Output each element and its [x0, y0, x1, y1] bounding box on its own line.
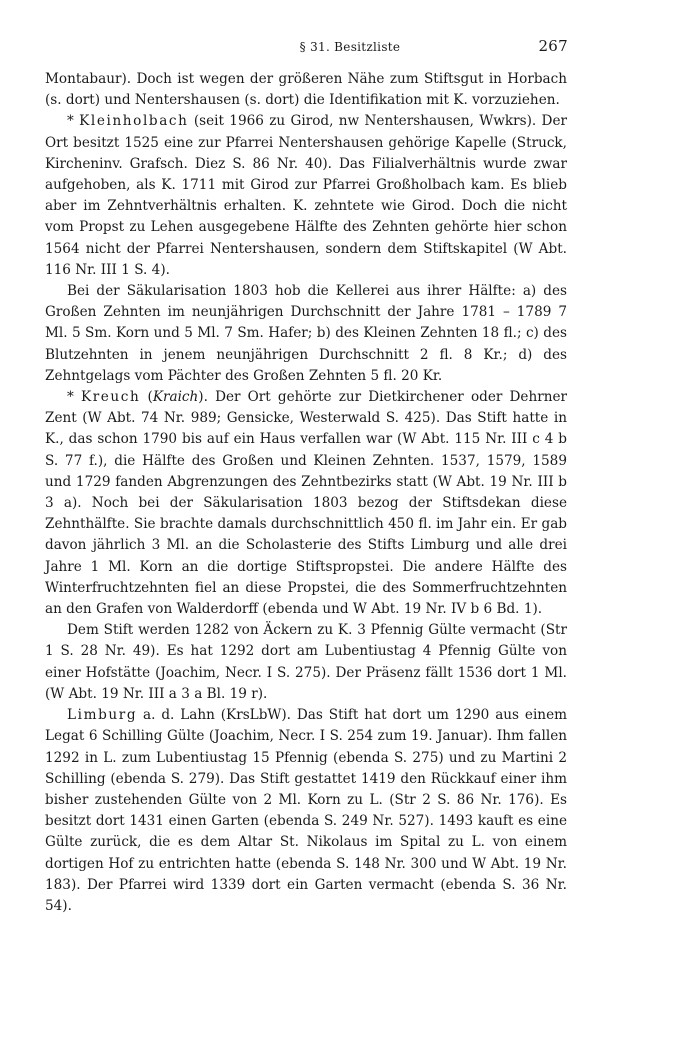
paragraph-text: (seit 1966 zu Girod, nw Nentershausen, Wwkrs). Der Ort besitzt 1525 eine zur Pfarrei Nentershausen gehörige Kapelle (Struck, Kircheninv. Grafsch. Diez S. 86 Nr. 40). Das Filialverhältnis wurde zwar aufgehoben, als K. 1711 mit Girod zur Pfarrei Großholbach kam. Es blieb aber im Zehntverhältnis erhalten. K. zehntete wie Girod. Doch die nicht vom Propst zu Lehen ausgegebene Hälfte des Zehnten gehörte hier schon 1564 nicht der Pfarrei Nentershausen, sondern dem Stiftskapitel (W Abt. 116 Nr. III 1 S. 4). — [45, 113, 567, 278]
paragraph-text: Dem Stift werden 1282 von Äckern zu K. 3 Pfennig Gülte vermacht (Str 1 S. 28 Nr. 49). Es hat 1292 dort am Lubentiustag 4 Pfennig Gülte von einer Hofstätte (Joachim, Necr. I S. 275). Der Präsenz fällt 1536 dort 1 Ml. (W Abt. 19 Nr. III a 3 a Bl. 19 r). — [45, 622, 567, 702]
paragraph — [45, 705, 567, 917]
paragraph — [45, 111, 567, 281]
paragraph-text: a. d. Lahn (KrsLbW). Das Stift hat dort um 1290 aus einem Legat 6 Schilling Gülte (Joachim, Necr. I S. 254 zum 19. Januar). Ihm fallen 1292 in L. zum Lubentiustag 15 Pfennig (ebenda S. 275) und zu Martini 2 Schilling (ebenda S. 279). Das Stift gestattet 1419 den Rückkauf einer ihm bisher zustehenden Gülte von 2 Ml. Korn zu L. (Str 2 S. 86 Nr. 176). Es besitzt dort 1431 einen Garten (ebenda S. 249 Nr. 527). 1493 kauft es eine Gülte zurück, die es dem Altar St. Nikolaus im Spital zu L. von einem dortigen Hof zu entrichten hatte (ebenda S. 148 Nr. 300 und W Abt. 19 Nr. 183). Der Pfarrei wird 1339 dort ein Garten vermacht (ebenda S. 36 Nr. 54). — [45, 707, 567, 914]
place-name: Limburg — [67, 707, 138, 724]
section-title: § 31. Besitzliste — [299, 40, 401, 54]
place-name: Kreuch — [80, 389, 141, 406]
paragraph — [45, 69, 567, 111]
paragraph-lead-mark: * — [67, 113, 80, 130]
page-number: 267 — [538, 37, 568, 55]
paragraph-text: Bei der Säkularisation 1803 hob die Kellerei aus ihrer Hälfte: a) des Großen Zehnten im neunjährigen Durchschnitt der Jahre 1781 – 1789 7 Ml. 5 Sm. Korn und 5 Ml. 7 Sm. Hafer; b) des Kleinen Zehnten 18 fl.; c) des Blutzehnten in jenem neunjährigen Durchschnitt 2 fl. 8 Kr.; d) des Zehntgelags vom Pächter des Großen Zehnten 5 fl. 20 Kr. — [45, 283, 567, 384]
paragraph-lead-mark: * — [67, 389, 81, 406]
paragraph — [45, 281, 567, 387]
paragraph-text: Montabaur). Doch ist wegen der größeren Nähe zum Stiftsgut in Horbach (s. dort) und Nentershausen (s. dort) die Identifikation mit K. vorzuziehen. — [45, 71, 567, 109]
body-text — [45, 69, 567, 917]
paragraph — [45, 620, 567, 705]
place-name-variant: Kraich — [152, 389, 199, 406]
place-name: Kleinholbach — [79, 113, 189, 130]
paragraph-text: . Der Ort gehörte zur Dietkirchener oder Dehrner Zent (W Abt. 74 Nr. 989; Gensicke, Westerwald S. 425). Das Stift hatte in K., das schon 1790 bis auf ein Haus verfallen war (W Abt. 115 Nr. III c 4 b S. 77 f.), die Hälfte des Großen und Kleinen Zehnten. 1537, 1579, 1589 und 1729 fanden Abgrenzungen des Zehntbezirks statt (W Abt. 19 Nr. III b 3 a). Noch bei der Säkularisation 1803 bezog der Stiftsdekan diese Zehnthälfte. Sie brachte damals durchschnittlich 450 fl. im Jahr ein. Er gab davon jährlich 3 Ml. an die Scholasterie des Stifts Limburg und alle drei Jahre 1 Ml. Korn an die dortige Stiftspropstei. Die andere Hälfte des Winterfruchtzehnten fiel an diese Propstei, die des Sommerfruchtzehnten an den Grafen von Walderdorff (ebenda und W Abt. 19 Nr. IV b 6 Bd. 1). — [45, 389, 568, 618]
paragraph: * Kreuch (Kraich). Der Ort gehörte zur Dietkirchener oder Dehrner Zent (W Abt. 74 Nr. 989; Gensicke, Westerwald S. 425). Das Stift hatte in K., das schon 1790 bis auf ein Haus verfallen war (W Abt. 115 Nr. III c 4 b S. 77 f.), die Hälfte des Großen und Kleinen Zehnten. 1537, 1579, 1589 und 1729 fanden Abgrenzungen des Zehntbezirks statt (W Abt. 19 Nr. III b 3 a). Noch bei der Säkularisation 1803 bezog der Stiftsdekan diese Zehnthälfte. Sie brachte damals durchschnittlich 450 fl. im Jahr ein. Er gab davon jährlich 3 Ml. an die Scholasterie des Stifts Limburg und alle drei Jahre 1 Ml. Korn an die dortige Stiftspropstei. Die andere Hälfte des Winterfruchtzehnten fiel an diese Propstei, die des Sommerfruchtzehnten an den Grafen von Walderdorff (ebenda und W Abt. 19 Nr. IV b 6 Bd. 1). — [45, 389, 568, 618]
